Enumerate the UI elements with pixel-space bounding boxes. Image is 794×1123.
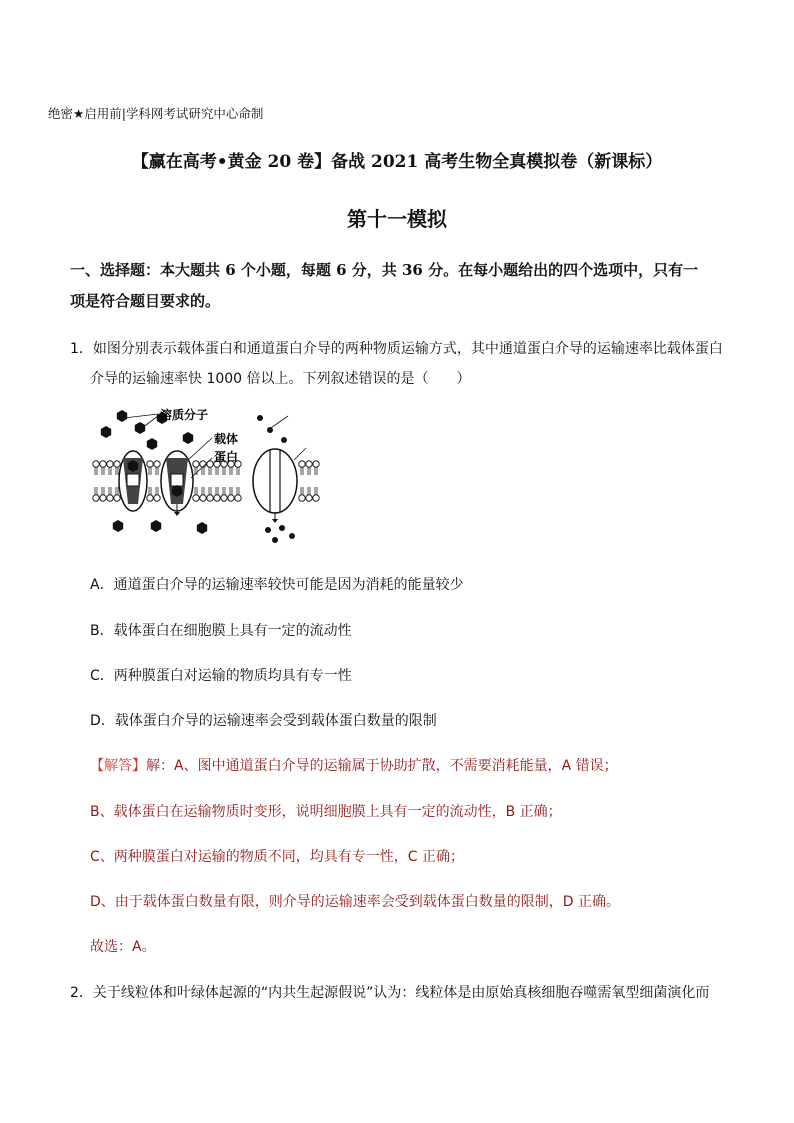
- membrane-transport-figure: [92, 408, 332, 544]
- answer-line-2: B、载体蛋白在运输物质时变形，说明细胞膜上具有一定的流动性，B 正确；: [90, 804, 562, 820]
- section-instructions-line1: 一、选择题：本大题共 6 个小题，每题 6 分，共 36 分。在每小题给出的四个选项中，只有一: [70, 261, 699, 279]
- option-a: A．通道蛋白介导的运输速率较快可能是因为消耗的能量较少: [90, 577, 464, 593]
- answer-line-3: C、两种膜蛋白对运输的物质不同，均具有专一性，C 正确；: [90, 849, 464, 865]
- answer-line-5: 故选：A。: [90, 939, 156, 955]
- label-solute: 溶质分子: [160, 408, 209, 422]
- carrier-protein-open: [119, 451, 147, 511]
- option-d: D．载体蛋白介导的运输速率会受到载体蛋白数量的限制: [90, 713, 437, 729]
- label-carrier-1: 载体: [214, 432, 239, 446]
- option-b: B．载体蛋白在细胞膜上具有一定的流动性: [90, 623, 352, 639]
- option-c: C．两种膜蛋白对运输的物质均具有专一性: [90, 668, 352, 684]
- paper-subtitle: 第十一模拟: [347, 207, 447, 231]
- question-1-stem-line1: 1．如图分别表示载体蛋白和通道蛋白介导的两种物质运输方式，其中通道蛋白介导的运输速率比载体蛋白: [70, 341, 723, 357]
- answer-tag: 【解答】: [90, 758, 146, 774]
- question-2-stem-line1: 2．关于线粒体和叶绿体起源的“内共生起源假说”认为：线粒体是由原始真核细胞吞噬需氧型细菌演化而: [70, 985, 710, 1001]
- section-instructions-line2: 项是符合题目要求的。: [70, 292, 221, 310]
- answer-text-1: 解：A、图中通道蛋白介导的运输属于协助扩散，不需要消耗能量，A 错误；: [146, 758, 618, 774]
- confidential-header: 绝密★启用前|学科网考试研究中心命制: [48, 106, 264, 121]
- label-carrier-2: 蛋白: [214, 450, 239, 464]
- question-1-stem-line2: 介导的运输速率快 1000 倍以上。下列叙述错误的是（ ）: [90, 371, 471, 387]
- answer-line-1: [90, 755, 618, 775]
- channel-protein: [253, 448, 306, 523]
- answer-line-4: D、由于载体蛋白数量有限，则介导的运输速率会受到载体蛋白数量的限制，D 正确。: [90, 894, 621, 910]
- paper-title: 【赢在高考•黄金 20 卷】备战 2021 高考生物全真模拟卷（新课标）: [131, 152, 663, 172]
- carrier-protein-changed: [161, 451, 193, 516]
